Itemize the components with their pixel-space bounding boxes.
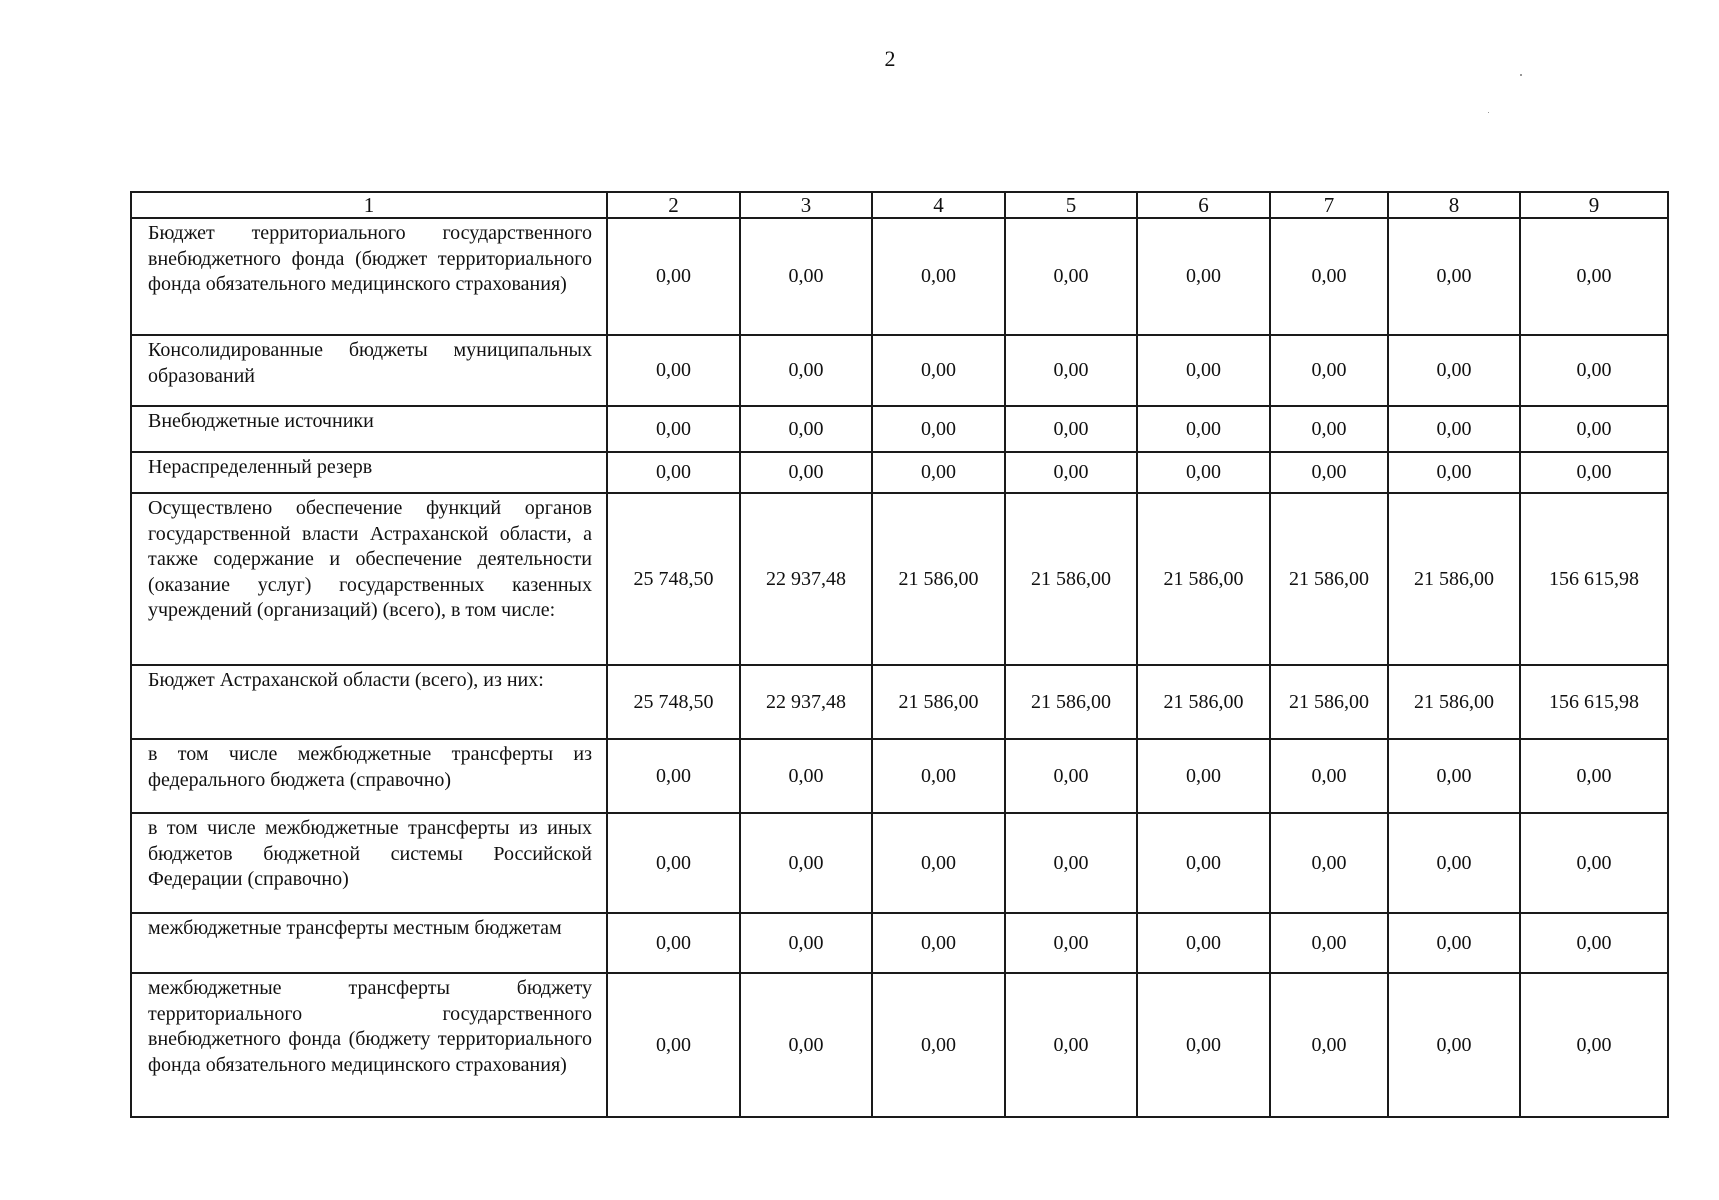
table-cell: 0,00	[872, 913, 1005, 973]
table-cell: 0,00	[1520, 973, 1668, 1117]
table-cell: 0,00	[1005, 406, 1137, 452]
table-cell: 21 586,00	[1137, 665, 1270, 739]
row-label: межбюджетные трансферты бюджету территориального государственного внебюджетного фонда (бюджету территориального фонда обязательного медицинского страхования)	[131, 973, 607, 1117]
table-cell: 21 586,00	[872, 665, 1005, 739]
table-cell: 0,00	[1388, 218, 1520, 335]
table-row	[131, 406, 1668, 452]
table-cell: 0,00	[872, 335, 1005, 406]
table-cell: 0,00	[1388, 973, 1520, 1117]
table-cell: 0,00	[1270, 913, 1388, 973]
table-cell: 0,00	[1137, 335, 1270, 406]
table-cell: 0,00	[1137, 913, 1270, 973]
table-cell: 0,00	[1137, 739, 1270, 813]
table-cell: 0,00	[1137, 813, 1270, 913]
table-cell: 0,00	[1520, 406, 1668, 452]
table-cell: 0,00	[1270, 813, 1388, 913]
table-cell: 0,00	[740, 406, 872, 452]
table-cell: 0,00	[872, 973, 1005, 1117]
table-cell: 0,00	[1520, 452, 1668, 493]
table-cell: 0,00	[1388, 813, 1520, 913]
table-cell: 0,00	[740, 973, 872, 1117]
table-cell: 0,00	[1005, 335, 1137, 406]
scan-speck	[1488, 112, 1489, 113]
table-cell: 0,00	[1520, 335, 1668, 406]
table-cell: 21 586,00	[872, 493, 1005, 665]
scan-speck	[1520, 74, 1522, 76]
table-cell: 0,00	[872, 452, 1005, 493]
column-header: 7	[1270, 192, 1388, 218]
table-cell: 21 586,00	[1005, 665, 1137, 739]
table-cell: 0,00	[1005, 813, 1137, 913]
table-cell: 0,00	[1137, 406, 1270, 452]
table-row	[131, 452, 1668, 493]
table-cell: 0,00	[607, 452, 740, 493]
table-cell: 0,00	[1137, 218, 1270, 335]
row-label: межбюджетные трансферты местным бюджетам	[131, 913, 607, 973]
table-cell: 0,00	[872, 406, 1005, 452]
table-cell: 0,00	[1520, 913, 1668, 973]
table-cell: 21 586,00	[1137, 493, 1270, 665]
table-cell: 0,00	[1270, 452, 1388, 493]
table-header-row	[131, 192, 1668, 218]
row-label: Бюджет территориального государственного внебюджетного фонда (бюджет территориального фонда обязательного медицинского страхования)	[131, 218, 607, 335]
table-cell: 0,00	[1005, 452, 1137, 493]
table-cell: 0,00	[1388, 913, 1520, 973]
table-cell: 156 615,98	[1520, 665, 1668, 739]
table-cell: 21 586,00	[1388, 665, 1520, 739]
table-row	[131, 335, 1668, 406]
table-cell: 0,00	[607, 739, 740, 813]
table-cell: 22 937,48	[740, 493, 872, 665]
table-cell: 0,00	[1520, 739, 1668, 813]
table-cell: 0,00	[872, 218, 1005, 335]
column-header: 2	[607, 192, 740, 218]
table-cell: 0,00	[1520, 218, 1668, 335]
column-header: 6	[1137, 192, 1270, 218]
table-row	[131, 665, 1668, 739]
table-cell: 0,00	[1005, 913, 1137, 973]
table-cell: 156 615,98	[1520, 493, 1668, 665]
table-row	[131, 913, 1668, 973]
row-label: в том числе межбюджетные трансферты из иных бюджетов бюджетной системы Российской Федерации (справочно)	[131, 813, 607, 913]
table-cell: 0,00	[1005, 218, 1137, 335]
table-cell: 0,00	[1005, 739, 1137, 813]
table-row	[131, 493, 1668, 665]
table-cell: 0,00	[1270, 973, 1388, 1117]
table-cell: 25 748,50	[607, 493, 740, 665]
row-label: Консолидированные бюджеты муниципальных образований	[131, 335, 607, 406]
page-number: 2	[884, 46, 896, 71]
table-cell: 0,00	[1270, 739, 1388, 813]
column-header: 9	[1520, 192, 1668, 218]
table-cell: 0,00	[740, 813, 872, 913]
table-cell: 0,00	[1270, 406, 1388, 452]
column-header: 5	[1005, 192, 1137, 218]
table-cell: 0,00	[740, 739, 872, 813]
table-cell: 21 586,00	[1388, 493, 1520, 665]
table-cell: 0,00	[740, 218, 872, 335]
column-header: 1	[131, 192, 607, 218]
table-cell: 0,00	[1520, 813, 1668, 913]
table-cell: 25 748,50	[607, 665, 740, 739]
table-cell: 21 586,00	[1270, 665, 1388, 739]
column-header: 8	[1388, 192, 1520, 218]
table-cell: 0,00	[607, 813, 740, 913]
table-cell: 0,00	[872, 739, 1005, 813]
table-cell: 0,00	[740, 913, 872, 973]
row-label: Внебюджетные источники	[131, 406, 607, 452]
table-cell: 21 586,00	[1005, 493, 1137, 665]
row-label: в том числе межбюджетные трансферты из федерального бюджета (справочно)	[131, 739, 607, 813]
table-cell: 0,00	[872, 813, 1005, 913]
table-cell: 0,00	[1137, 452, 1270, 493]
table-cell: 0,00	[740, 452, 872, 493]
table-cell: 0,00	[1388, 739, 1520, 813]
table-cell: 0,00	[607, 218, 740, 335]
column-header: 4	[872, 192, 1005, 218]
table-row	[131, 813, 1668, 913]
table-row	[131, 218, 1668, 335]
table-cell: 0,00	[607, 406, 740, 452]
table-cell: 0,00	[1388, 452, 1520, 493]
table-cell: 0,00	[1388, 335, 1520, 406]
row-label: Нераспределенный резерв	[131, 452, 607, 493]
table-cell: 21 586,00	[1270, 493, 1388, 665]
table-cell: 0,00	[1388, 406, 1520, 452]
table-cell: 0,00	[1270, 218, 1388, 335]
table-cell: 0,00	[607, 973, 740, 1117]
table-row	[131, 739, 1668, 813]
budget-table	[130, 191, 1669, 1118]
table-cell: 0,00	[607, 913, 740, 973]
table-cell: 0,00	[1137, 973, 1270, 1117]
row-label: Осуществлено обеспечение функций органов государственной власти Астраханской области, а также содержание и обеспечение деятельности (оказание услуг) государственных казенных учреждений (организаций) (всего), в том числе:	[131, 493, 607, 665]
table-cell: 22 937,48	[740, 665, 872, 739]
table-cell: 0,00	[1270, 335, 1388, 406]
table-row	[131, 973, 1668, 1117]
table-cell: 0,00	[1005, 973, 1137, 1117]
column-header: 3	[740, 192, 872, 218]
row-label: Бюджет Астраханской области (всего), из них:	[131, 665, 607, 739]
table-cell: 0,00	[607, 335, 740, 406]
table-cell: 0,00	[740, 335, 872, 406]
